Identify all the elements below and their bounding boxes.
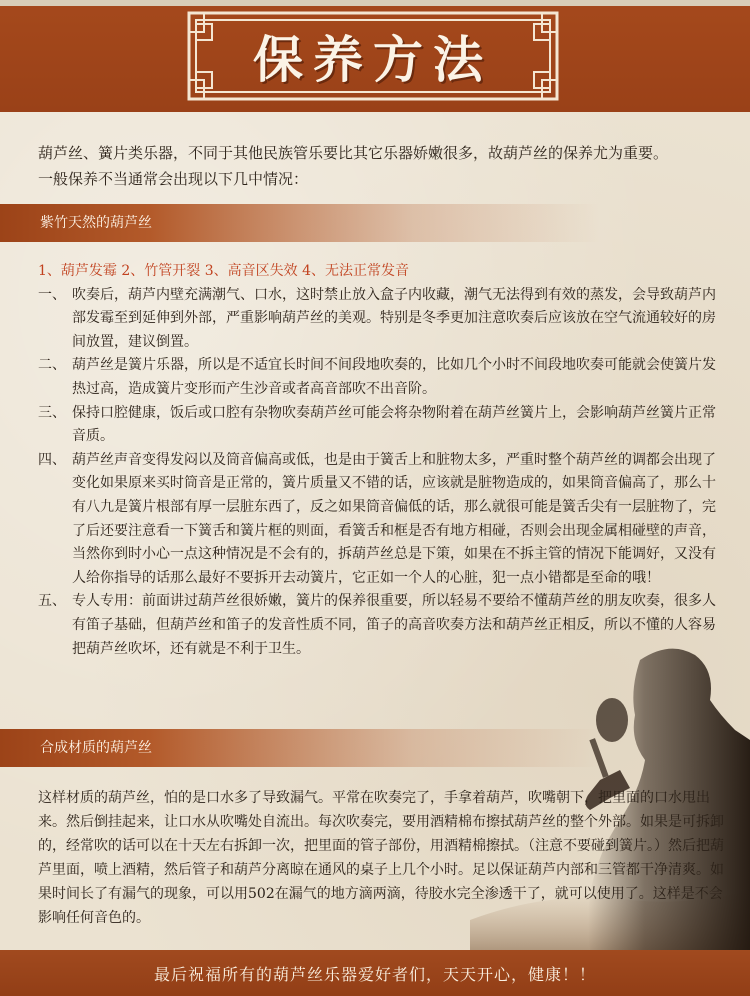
list-item-number: 四、 [38,451,66,468]
header-top-line [0,0,750,6]
list-item-text: 葫芦丝是簧片乐器，所以是不适宜长时间不间段地吹奏的，比如几个小时不间段地吹奏可能就会使簧片发热过高，造成簧片变形而产生沙音或者高音部吹不出音阶。 [72,357,716,397]
section-heading-bamboo: 紫竹天然的葫芦丝 [40,215,152,231]
title-frame [186,10,560,102]
section-heading-synthetic: 合成材质的葫芦丝 [40,740,152,756]
footer-message: 最后祝福所有的葫芦丝乐器爱好者们，天天开心，健康！！ [153,964,596,984]
list-item-number: 一、 [38,286,66,303]
section-bamboo-content [38,260,718,661]
page-title: 保养方法 [253,30,493,89]
list-item-number: 五、 [38,593,66,610]
list-item [38,284,718,355]
problem-list: 1、葫芦发霉 2、竹管开裂 3、高音区失效 4、无法正常发音 [38,263,409,279]
intro-text [38,140,728,192]
footer-band [0,950,750,996]
list-item-number: 二、 [38,357,66,374]
list-item-text: 吹奏后，葫芦内壁充满潮气、口水，这时禁止放入盒子内收藏，潮气无法得到有效的蒸发，会导致葫芦内部发霉至到延伸到外部，严重影响葫芦丝的美观。特别是冬季更加注意吹奏后应该放在空气流通较好的房间放置，建议倒置。 [72,286,716,350]
list-item [38,354,718,401]
header-band [0,0,750,112]
list-item-text: 葫芦丝声音变得发闷以及筒音偏高或低，也是由于簧舌上和脏物太多，严重时整个葫芦丝的调都会出现了变化如果原来买时筒音是正常的，簧片质量又不错的话，应该就是脏物造成的，如果筒音偏高了，那么十有八九是簧片根部有厚一层脏东西了，反之如果筒音偏低的话，那么就很可能是簧舌尖有一层脏物了，完了后还要注意看一下簧舌和簧片框的则面，看簧舌和框是否有地方相碰，否则会出现金属相碰壁的声音，当然你到时小心一点这种情况是不会有的，拆葫芦丝总是下策，如果在不拆主管的情况下能调好，又没有人给你指导的话那么最好不要拆开去动簧片，它正如一个人的心脏，犯一点小错都是至命的哦！ [72,451,716,586]
list-item [38,402,718,449]
list-item-text: 保持口腔健康，饭后或口腔有杂物吹奏葫芦丝可能会将杂物附着在葫芦丝簧片上，会影响葫芦丝簧片正常音质。 [72,404,716,445]
list-item-text: 专人专用：前面讲过葫芦丝很娇嫩，簧片的保养很重要，所以轻易不要给不懂葫芦丝的朋友吹奏，很多人有笛子基础，但葫芦丝和笛子的发音性质不同，笛子的高音吹奏方法和葫芦丝正相反，所以不懂的人容易把葫芦丝吹坏，还有就是不利于卫生。 [72,593,716,657]
list-item-number: 三、 [38,404,66,421]
section-synthetic-content [38,786,724,930]
section-synthetic-text: 这样材质的葫芦丝，怕的是口水多了导致漏气。平常在吹奏完了，手拿着葫芦，吹嘴朝下，把里面的口水甩出来。然后倒挂起来，让口水从吹嘴处自流出。每次吹奏完，要用酒精棉布擦拭葫芦丝的整个外部。如果是可拆卸的，经常吹的话可以在十天左右拆卸一次，把里面的管子部份，用酒精棉擦拭。（注意不要碰到簧片。）然后把葫芦里面，喷上酒精，然后管子和葫芦分离晾在通风的桌子上几个小时。足以保证葫芦内部和三管都干净清爽。如果时间长了有漏气的现象，可以用502在漏气的地方滴两滴，待胶水完全渗透干了，就可以使用了。这样是不会影响任何音色的。 [38,790,724,926]
intro-line-2: 一般保养不当通常会出现以下几中情况： [38,170,309,188]
section-bar-bamboo [0,204,750,242]
list-item [38,449,718,591]
intro-line-1: 葫芦丝、簧片类乐器，不同于其他民族管乐要比其它乐器娇嫩很多，故葫芦丝的保养尤为重要。 [38,144,669,162]
